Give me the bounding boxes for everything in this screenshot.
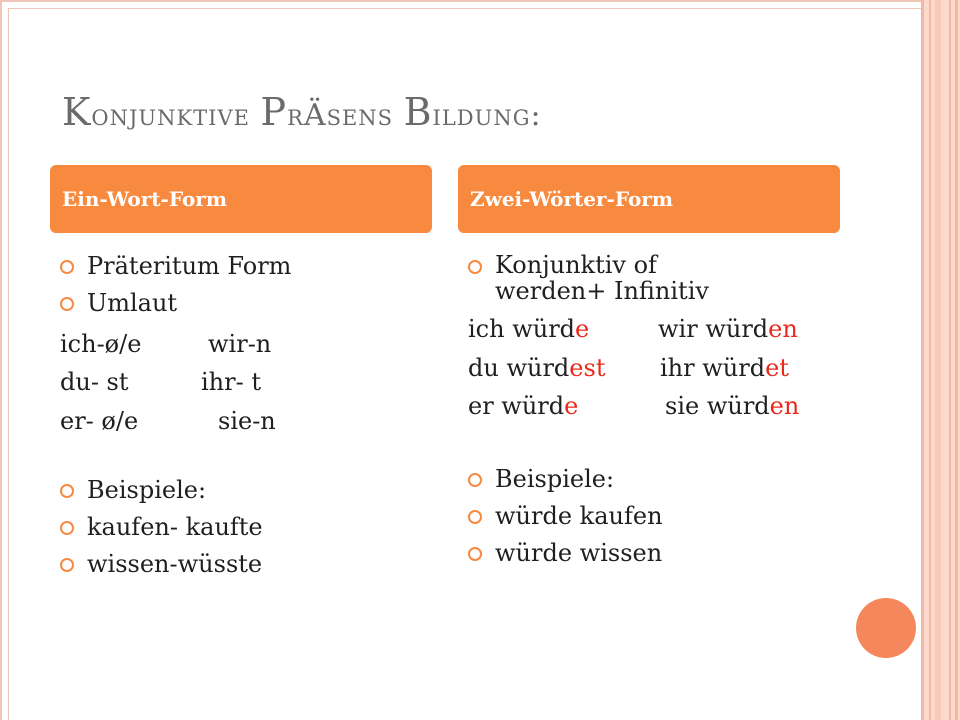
table-row: ich-ø/e wir-n [60,329,272,358]
circle-bullet-icon [60,558,74,572]
header-zwei-woerter-form: Zwei-Wörter-Form [458,165,840,233]
list-item: Beispiele: [60,476,440,505]
table-row: du- st ihr- t [60,368,261,397]
list-item: Umlaut [60,289,440,318]
decorative-band [921,0,960,720]
title-word-2: rÄsens [287,98,394,133]
header-ein-wort-form: Ein-Wort-Form [50,165,432,233]
slide-title [62,90,882,134]
circle-bullet-icon [60,484,74,498]
circle-bullet-icon [60,297,74,311]
title-initial-2: P [260,90,288,134]
title-colon: : [530,98,542,133]
left-column [60,252,440,578]
list-item: kaufen- kaufte [60,513,440,542]
table-row: ich würde wir würden [468,314,798,343]
decorative-circle [856,598,916,658]
circle-bullet-icon [60,260,74,274]
list-item: würde wissen [468,539,848,568]
list-item: Beispiele: [468,465,848,494]
table-row: er würde sie würden [468,392,800,421]
list-item: wissen-wüsste [60,550,440,579]
list-item: Präteritum Form [60,252,440,281]
circle-bullet-icon [468,473,482,487]
title-initial-1: K [62,90,92,134]
circle-bullet-icon [60,521,74,535]
circle-bullet-icon [468,510,482,524]
table-row: du würdest ihr würdet [468,353,789,382]
list-item: Konjunktiv of werden+ Infinitiv [468,252,848,305]
circle-bullet-icon [468,260,482,274]
title-word-3: ildung [432,98,531,133]
list-item: würde kaufen [468,502,848,531]
title-word-1: onjunktive [91,98,250,133]
table-row: er- ø/e sie-n [60,407,276,436]
right-column [468,252,848,568]
title-initial-3: B [403,90,433,134]
circle-bullet-icon [468,547,482,561]
